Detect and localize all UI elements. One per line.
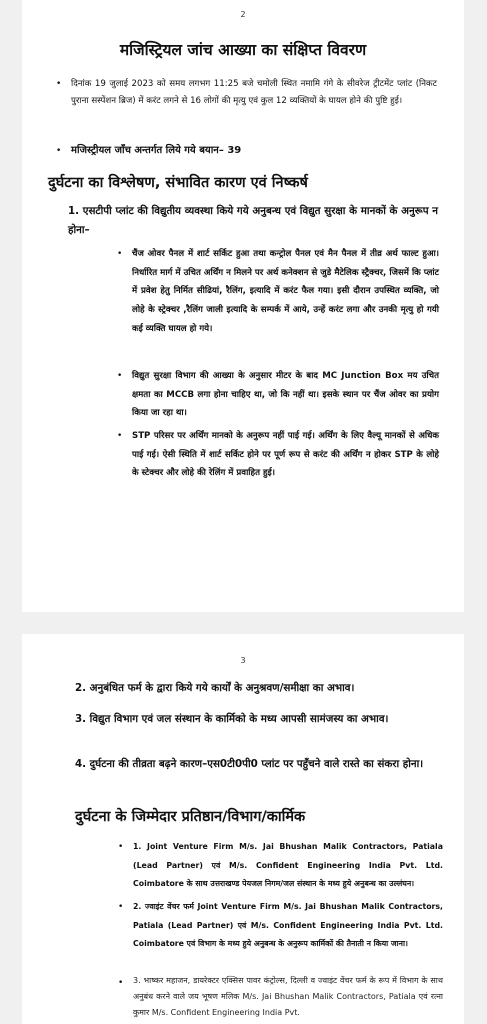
point-1: 1. एसटीपी प्लांट की विद्युतीय व्यवस्था किये गये अनुबन्ध एवं विद्युत सुरक्षा के मानकों के अनुरूप न होना– — [68, 205, 438, 236]
bullet-icon: • — [118, 842, 124, 852]
intro-paragraph: दिनांक 19 जुलाई 2023 को समय लगभग 11:25 बजे चमोली स्थित नमामि गंगे के सीवरेज ट्रीटमेंट प्लांट (निकट पुराना सस्पेंशन ब्रिज) में करंट लगने से 16 लोगों की मृत्यु एवं कुल 12 व्यक्तियों के घायल होने की पुष्टि हुई। — [71, 79, 437, 106]
document-page-3 — [22, 634, 464, 1024]
bullet-icon: • — [118, 902, 124, 912]
statements-line: मजिस्ट्रीयल जाँच अन्तर्गत लिये गये बयान– 39 — [71, 145, 242, 156]
bullet-icon: • — [56, 79, 62, 89]
bullet-icon: • — [117, 431, 123, 441]
bullet-icon: • — [117, 249, 123, 259]
point-4: 4. दुर्घटना की तीव्रता बढ़ने कारण–एस0टी0पी0 प्लांट पर पहुँचने वाले रास्ते का संकरा होना। — [75, 758, 424, 770]
point-3: 3. विद्युत विभाग एवं जल संस्थान के कार्मिको के मध्य आपसी सामंजस्य का अभाव। — [75, 713, 389, 725]
page-number: 2 — [240, 10, 246, 19]
section-heading: दुर्घटना के जिम्मेदार प्रतिष्ठान/विभाग/कार्मिक — [75, 809, 306, 825]
bullet-icon: • — [56, 146, 62, 156]
section-heading: दुर्घटना का विश्लेषण, संभावित कारण एवं निष्कर्ष — [48, 175, 308, 191]
page-title: मजिस्ट्रियल जांच आख्या का संक्षिप्त विवरण — [119, 41, 367, 59]
page-number: 3 — [240, 656, 246, 665]
list-item: विद्युत सुरक्षा विभाग की आख्या के अनुसार मीटर के बाद MC Junction Box मय उचित क्षमता का MCCB लगा होना चाहिए था, जो कि नहीं था। इसके स्थान पर चैंज ओवर का प्रयोग किया जा रहा था। — [132, 371, 439, 419]
document-page-2 — [22, 0, 464, 612]
list-item: चैंज ओवर पैनल में शार्ट सर्किट हुआ तथा कन्ट्रोल पैनल एवं मैन पैनल में तीव्र अर्थ फाल्ट हुआ। निर्धारित मार्ग में उचित अर्थिंग न मिलने पर अर्थ कनेक्शन से जुडे मैटेलिक स्ट्रैक्चर, जिसमें कि प्लांट में प्रवेश हेतु निर्मित सीढियां, रैलिंग, इत्यादि में करंट फैल गया। इसी दौरान उपस्थित व्यक्ति, जो लोहे के स्ट्रेक्चर ,रैलिंग जाली इत्यादि के सम्पर्क में आये, उन्हें करंट लगा और उनकी मृत्यु हो गयी कई व्यक्ति घायल हो गये। — [132, 249, 439, 334]
point-2: 2. अनुबंधित फर्म के द्वारा किये गये कार्यों के अनुश्रवण/समीक्षा का अभाव। — [75, 682, 355, 694]
list-item: 2. ज्वाइंट वेंचर फर्म Joint Venture Firm M/s. Jai Bhushan Malik Contractors, Patiala (Lead Partner) एवं M/s. Confident Engineering India Pvt. Ltd. Coimbatore एवं विभाग के मध्य हुये अनुबन्ध के अनुरूप कार्मिकों की तैनाती न किया जाना। — [133, 902, 443, 949]
list-item: 1. Joint Venture Firm M/s. Jai Bhushan Malik Contractors, Patiala (Lead Partner) एवं M/s. Confident Engineering India Pvt. Ltd. Coimbatore के साथ उत्तराखण्ड पेयजल निगम/जल संस्थान के मध्य हुये अनुबन्ध का उल्लंघन। — [133, 842, 443, 889]
list-item: 3. भाष्कर महाजन, डायरेक्टर एक्सिस पावर कंट्रोल्स, दिल्ली व ज्वाइंट वेंचर फर्म के रूप में विभाग के साथ अनुबंध करने वाले जय भूषण मलिक M/s. Jai Bhushan Malik Contractors, Patiala एवं रत्ना कुमार M/s. Confident Engineering India Pvt. — [133, 976, 443, 1017]
bullet-icon: • — [118, 978, 124, 988]
list-item: STP परिसर पर अर्थिंग मानको के अनुरूप नहीं पाई गई। अर्थिंग के लिए वैल्यू मानकों से अधिक पाई गई। ऐसी स्थिति में शार्ट सर्किट होने पर पूर्ण रूप से करंट की अर्थिंग न होकर STP के लोहे के स्टेक्चर और लोहे की रेलिंग में प्रवाहित हुई। — [132, 431, 439, 479]
bullet-icon: • — [117, 371, 123, 381]
